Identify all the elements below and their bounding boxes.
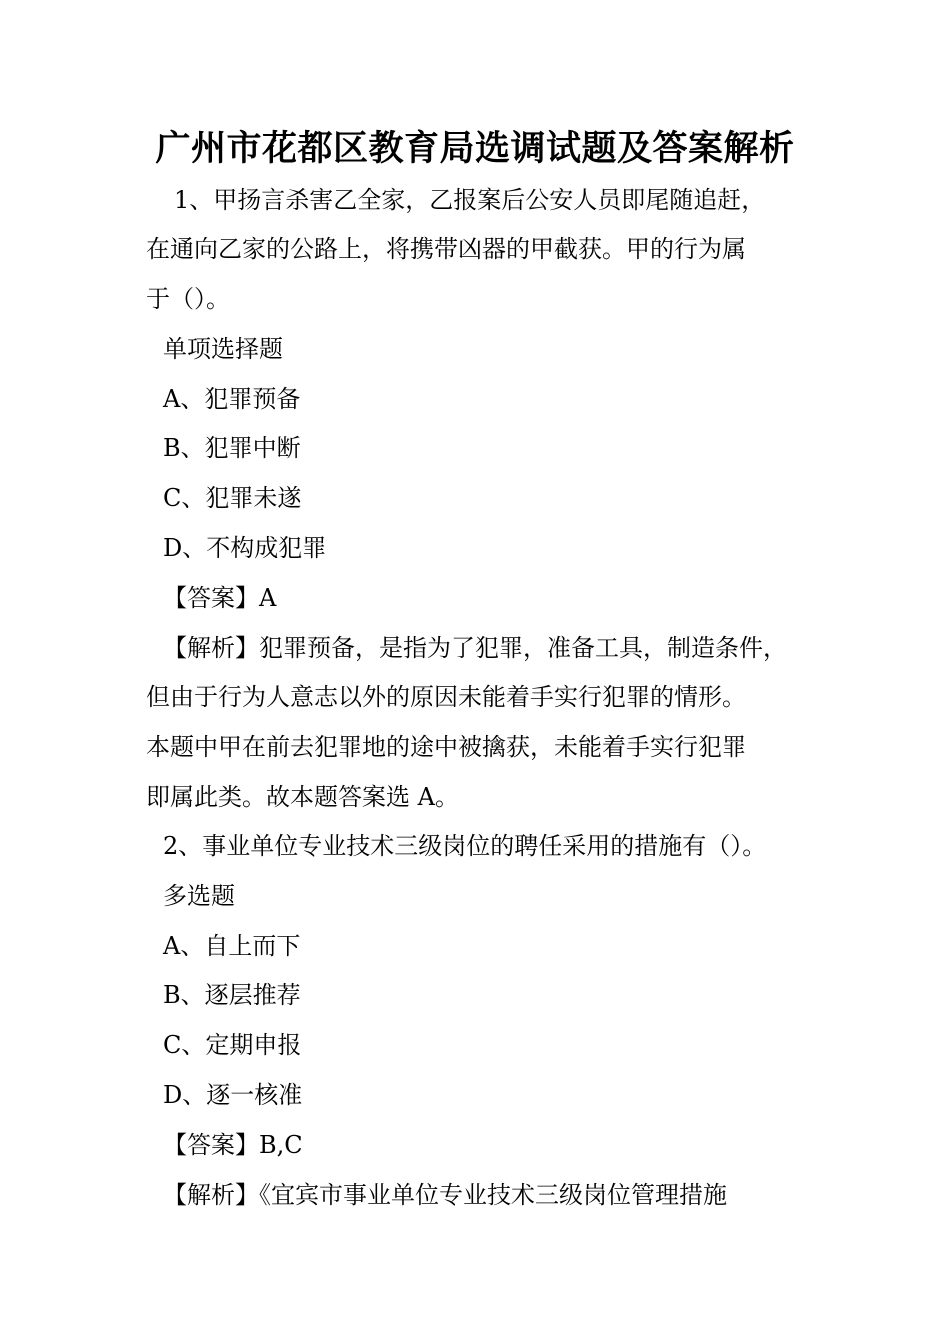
q2-option-a: A、自上而下 — [163, 932, 301, 960]
q2-stem: 2、事业单位专业技术三级岗位的聘任采用的措施有（）。 — [163, 832, 767, 860]
q1-option-c: C、犯罪未遂 — [163, 484, 302, 512]
q1-analysis-line-3: 本题中甲在前去犯罪地的途中被擒获，未能着手实行犯罪 — [146, 733, 746, 761]
q2-analysis-line-1: 【解析】《宜宾市事业单位专业技术三级岗位管理措施 — [163, 1181, 727, 1209]
q1-option-a: A、犯罪预备 — [163, 385, 301, 413]
page-title: 广州市花都区教育局选调试题及答案解析 — [155, 128, 795, 169]
q2-option-d: D、逐一核准 — [163, 1081, 303, 1109]
q1-stem-line-1: 1、甲扬言杀害乙全家，乙报案后公安人员即尾随追赶， — [174, 186, 766, 214]
q1-analysis-line-4: 即属此类。故本题答案选 A。 — [146, 783, 459, 811]
q1-stem-line-2: 在通向乙家的公路上，将携带凶器的甲截获。甲的行为属 — [146, 235, 746, 263]
q1-stem-line-3: 于（）。 — [146, 285, 230, 313]
q2-question-type: 多选题 — [163, 882, 235, 910]
q2-answer: 【答案】B,C — [163, 1131, 303, 1159]
q1-answer: 【答案】A — [163, 584, 277, 612]
q1-option-b: B、犯罪中断 — [163, 434, 301, 462]
q1-analysis-line-2: 但由于行为人意志以外的原因未能着手实行犯罪的情形。 — [146, 683, 746, 711]
q1-question-type: 单项选择题 — [163, 335, 283, 363]
q1-analysis-line-1: 【解析】犯罪预备，是指为了犯罪，准备工具，制造条件， — [163, 634, 787, 662]
q1-option-d: D、不构成犯罪 — [163, 534, 327, 562]
q2-option-b: B、逐层推荐 — [163, 981, 301, 1009]
q2-option-c: C、定期申报 — [163, 1031, 302, 1059]
